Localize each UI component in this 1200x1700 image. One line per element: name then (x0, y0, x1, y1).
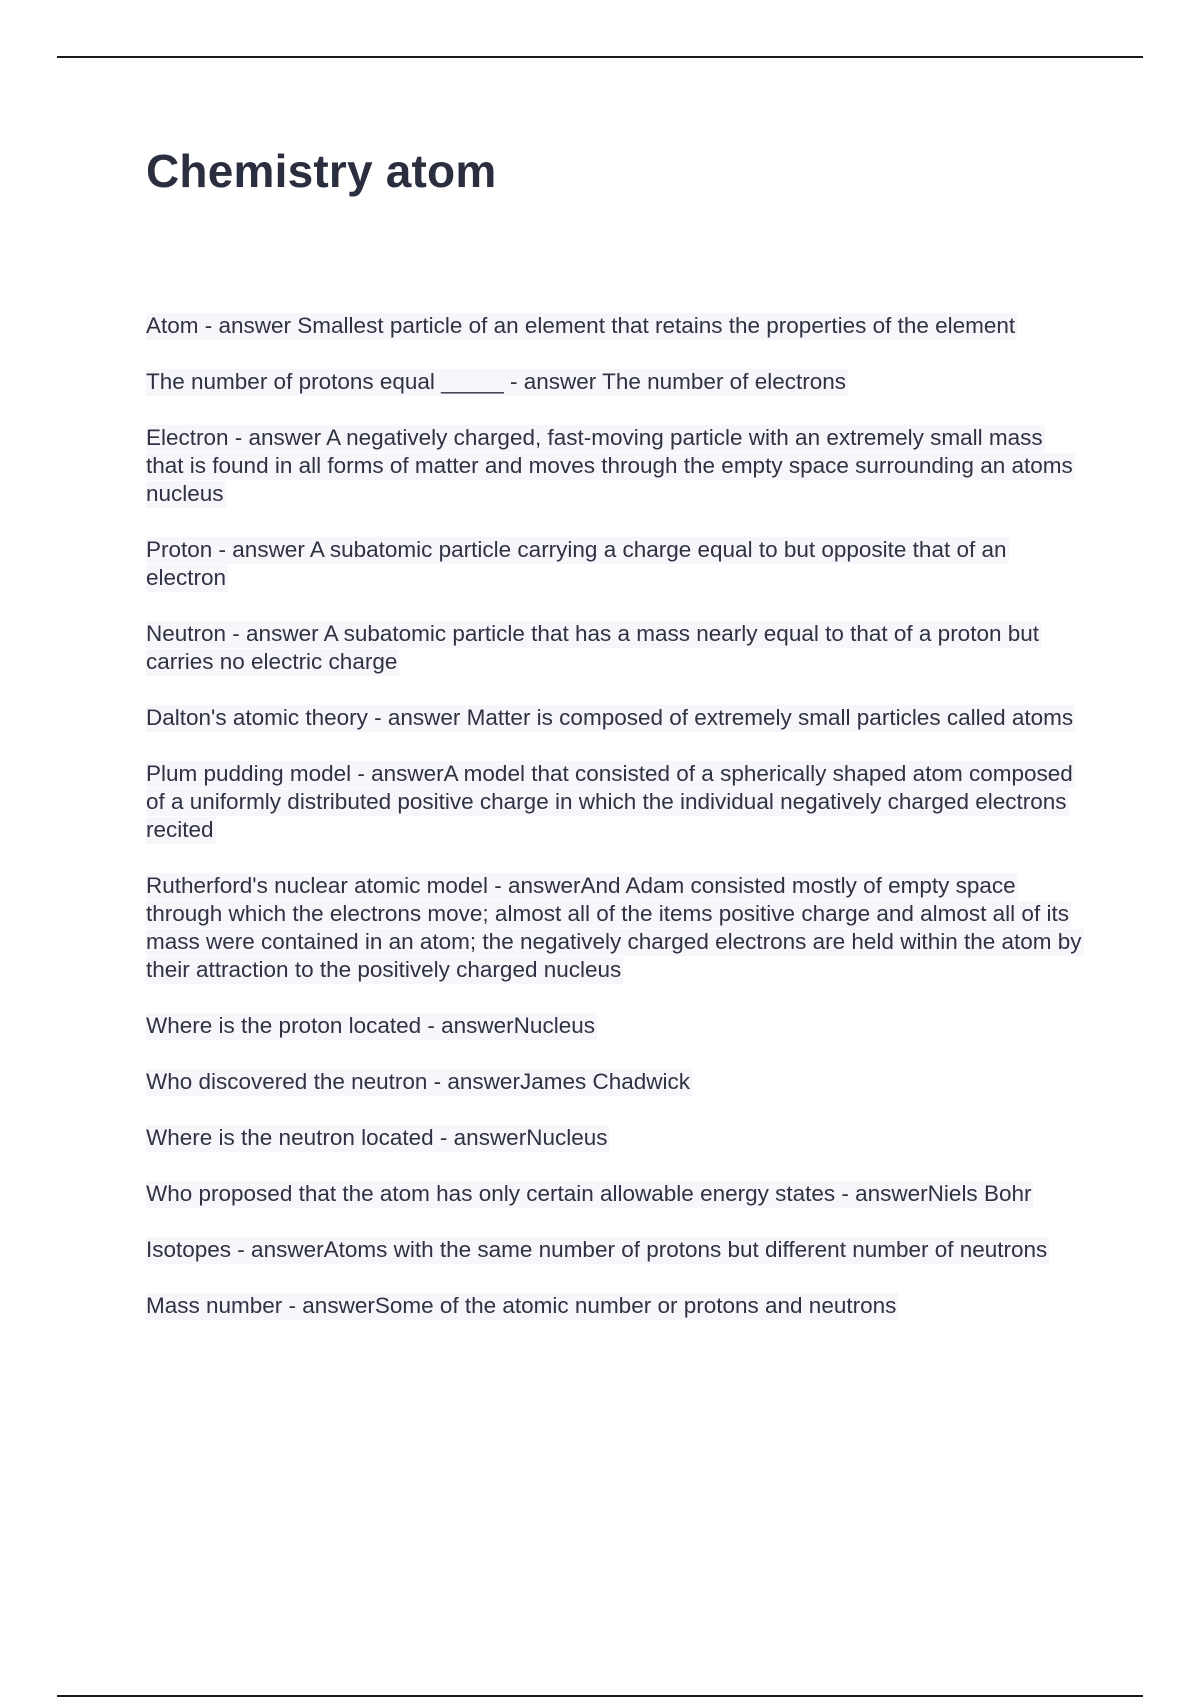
qa-item (146, 312, 1086, 340)
qa-item-text: Isotopes - answerAtoms with the same number of protons but different number of neutrons (146, 1237, 1048, 1262)
page-title: Chemistry atom (146, 145, 497, 197)
qa-list (146, 312, 1086, 1348)
qa-item-text: Dalton's atomic theory - answer Matter is composed of extremely small particles called atoms (146, 705, 1074, 730)
qa-item (146, 1236, 1086, 1264)
qa-item (146, 1180, 1086, 1208)
qa-item-text: Neutron - answer A subatomic particle that has a mass nearly equal to that of a proton but carries no electric charge (146, 621, 1040, 674)
qa-item-text: Where is the proton located - answerNucleus (146, 1013, 595, 1038)
qa-item-text: Plum pudding model - answerA model that consisted of a spherically shaped atom composed of a uniformly distributed positive charge in which the individual negatively charged electrons recited (146, 761, 1073, 842)
qa-item-text: Electron - answer A negatively charged, fast-moving particle with an extremely small mass that is found in all forms of matter and moves through the empty space surrounding an atoms nucleus (146, 425, 1073, 506)
qa-item-text: The number of protons equal _____ - answer The number of electrons (146, 369, 846, 394)
qa-item (146, 704, 1086, 732)
qa-item (146, 620, 1086, 676)
qa-item (146, 872, 1086, 984)
qa-item-text: Who proposed that the atom has only certain allowable energy states - answerNiels Bohr (146, 1181, 1032, 1206)
qa-item (146, 760, 1086, 844)
qa-item (146, 424, 1086, 508)
qa-item-text: Proton - answer A subatomic particle carrying a charge equal to but opposite that of an electron (146, 537, 1007, 590)
qa-item-text: Rutherford's nuclear atomic model - answerAnd Adam consisted mostly of empty space through which the electrons move; almost all of the items positive charge and almost all of its mass were contained in an atom; the negatively charged electrons are held within the atom by their attraction to the positively charged nucleus (146, 873, 1082, 982)
qa-item-text: Where is the neutron located - answerNucleus (146, 1125, 608, 1150)
qa-item (146, 368, 1086, 396)
bottom-rule (57, 1695, 1143, 1697)
qa-item (146, 1068, 1086, 1096)
qa-item (146, 1012, 1086, 1040)
qa-item (146, 536, 1086, 592)
qa-item-text: Atom - answer Smallest particle of an element that retains the properties of the element (146, 313, 1016, 338)
qa-item (146, 1124, 1086, 1152)
qa-item-text: Who discovered the neutron - answerJames Chadwick (146, 1069, 690, 1094)
top-rule (57, 56, 1143, 58)
qa-item-text: Mass number - answerSome of the atomic number or protons and neutrons (146, 1293, 897, 1318)
qa-item (146, 1292, 1086, 1320)
